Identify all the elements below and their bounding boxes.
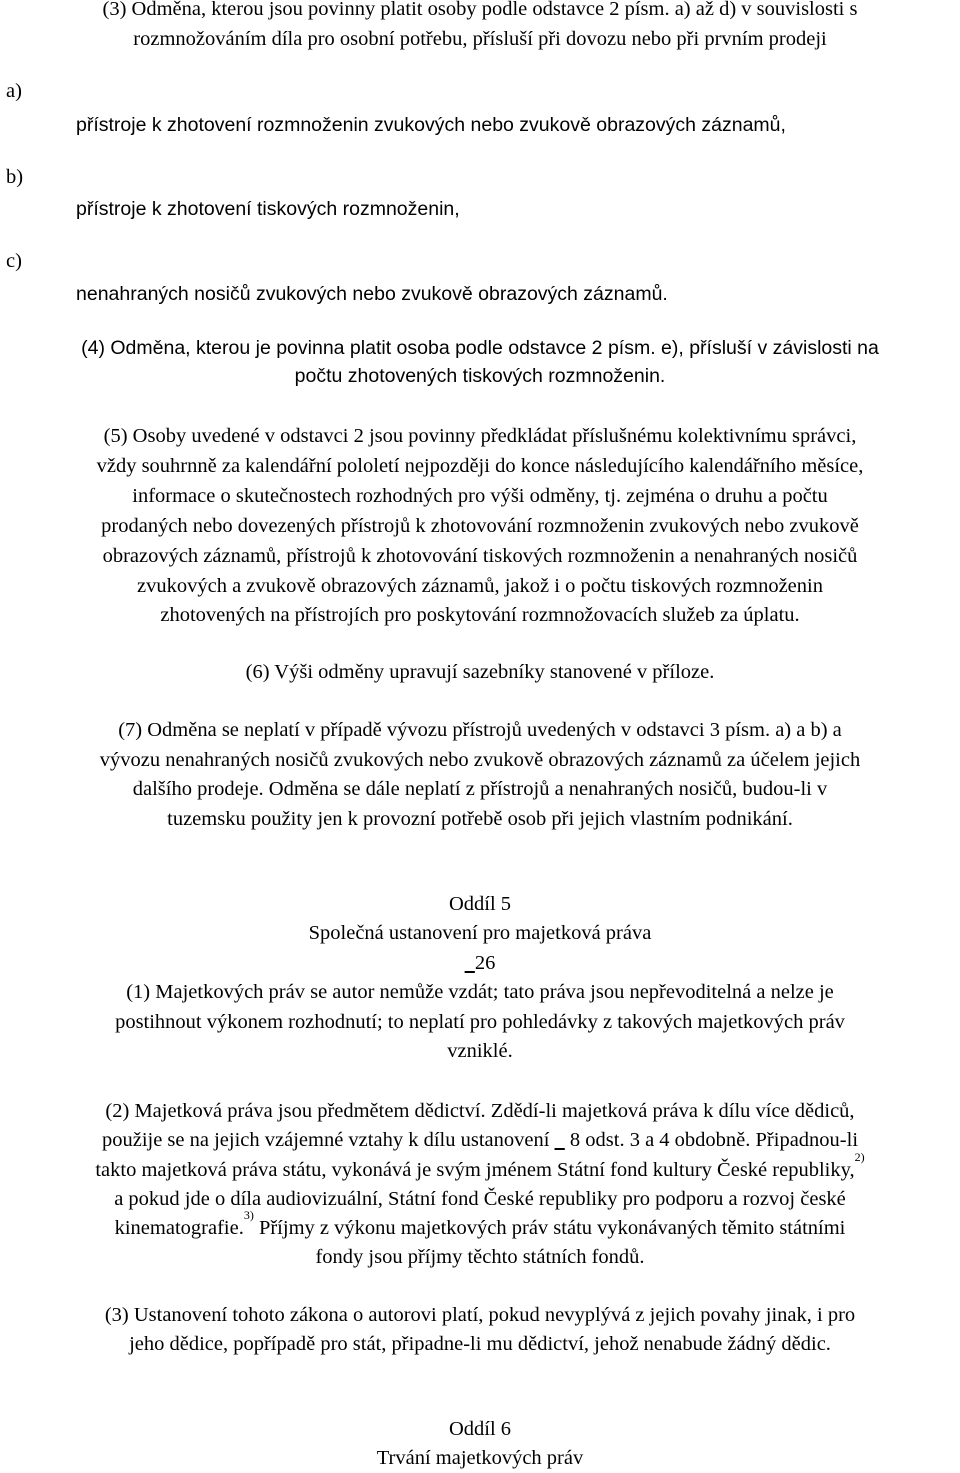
- p5-line-4: prodaných nebo dovezených přístrojů k zhotovování rozmnoženin zvukových nebo zvukově: [101, 515, 859, 537]
- p5-line-1: (5) Osoby uvedené v odstavci 2 jsou povinny předkládat příslušnému kolektivnímu správci,: [103, 425, 857, 447]
- section-5-heading: Oddíl 5: [448, 893, 512, 915]
- s26-p2-line-5-text-a: kinematografie.: [114, 1217, 244, 1239]
- section-5-title: Společná ustanovení pro majetková práva: [308, 922, 652, 944]
- s26-p1-line-2: postihnout výkonem rozhodnutí; to neplatí pro pohledávky z takových majetkových práv: [115, 1011, 845, 1033]
- p5-line-2: vždy souhrnně za kalendářní pololetí nejpozději do konce následujícího kalendářního měsíce,: [96, 455, 864, 477]
- list-label-b: b): [6, 166, 24, 188]
- p4-line-1: (4) Odměna, kterou je povinna platit osoba podle odstavce 2 písm. e), přísluší v závislosti na: [81, 337, 879, 359]
- s26-p2-line-1: (2) Majetková práva jsou předmětem dědictví. Zdědí-li majetková práva k dílu více dědiců,: [105, 1100, 855, 1122]
- section-6-heading: Oddíl 6: [448, 1418, 512, 1440]
- p6-line: (6) Výši odměny upravují sazebníky stanovené v příloze.: [245, 661, 715, 683]
- list-item-a: přístroje k zhotovení rozmnoženin zvukových nebo zvukově obrazových záznamů,: [76, 114, 786, 136]
- s26-p2-line-5: [0, 1208, 960, 1243]
- p7-line-4: tuzemsku použity jen k provozní potřebě osob při jejich vlastním podnikání.: [167, 808, 793, 830]
- p5-line-3: informace o skutečnostech rozhodných pro výši odměny, tj. zejména o druhu a počtu: [132, 485, 828, 507]
- s26-p2-line-2-text: použije se na jejich vzájemné vztahy k dílu ustanovení: [101, 1129, 550, 1151]
- p5-line-5: obrazových záznamů, přístrojů k zhotovování tiskových rozmnoženin a nenahraných nosičů: [102, 545, 858, 567]
- p4-line-2: počtu zhotovených tiskových rozmnoženin.: [294, 365, 666, 387]
- s26-p1-line-1: (1) Majetkových práv se autor nemůže vzdát; tato práva jsou nepřevoditelná a nelze je: [126, 981, 834, 1003]
- p5-line-7: zhotovených na přístrojích pro poskytování rozmnožovacích služeb za úplatu.: [160, 604, 800, 626]
- s26-p2-line-6: fondy jsou příjmy těchto státních fondů.: [315, 1246, 645, 1268]
- s26-p2-line-5-text-b: Příjmy z výkonu majetkových práv státu vykonávaných těmito státními: [258, 1217, 846, 1239]
- s26-p2-line-3-text: takto majetková práva státu, vykonává je svým jménem Státní fond kultury České republiky,: [95, 1159, 855, 1181]
- section-6-title: Trvání majetkových práv: [376, 1447, 584, 1469]
- s26-p3-line-1: (3) Ustanovení tohoto zákona o autorovi platí, pokud nevyplývá z jejich povahy jinak, i pro: [104, 1304, 856, 1326]
- paragraph-sign: [555, 1129, 565, 1151]
- section-26-number: 26: [474, 952, 496, 974]
- section-26-heading: [0, 948, 960, 978]
- p3-intro-line-1: (3) Odměna, kterou jsou povinny platit osoby podle odstavce 2 písm. a) až d) v souvislosti s: [102, 0, 858, 20]
- list-item-b: přístroje k zhotovení tiskových rozmnoženin,: [76, 198, 460, 220]
- p3-intro-line-2: rozmnožováním díla pro osobní potřebu, přísluší při dovozu nebo při prvním prodeji: [133, 28, 827, 50]
- footnote-ref-2: 2): [854, 1150, 865, 1164]
- paragraph-sign: [465, 952, 475, 974]
- list-label-a: a): [6, 80, 22, 102]
- p7-line-1: (7) Odměna se neplatí v případě vývozu přístrojů uvedených v odstavci 3 písm. a) a b) a: [118, 719, 842, 741]
- list-item-c: nenahraných nosičů zvukových nebo zvukově obrazových záznamů.: [76, 283, 668, 305]
- s26-p2-line-2-ref: 8 odst. 3 a 4 obdobně. Připadnou-li: [569, 1129, 859, 1151]
- p7-line-3: dalšího prodeje. Odměna se dále neplatí z přístrojů a nenahraných nosičů, budou-li v: [132, 778, 828, 800]
- p7-line-2: vývozu nenahraných nosičů zvukových nebo zvukově obrazových záznamů za účelem jejich: [99, 749, 861, 771]
- s26-p2-line-4: a pokud jde o díla audiovizuální, Státní fond České republiky pro podporu a rozvoj české: [114, 1188, 846, 1210]
- footnote-ref-3: 3): [243, 1208, 254, 1222]
- s26-p2-line-3: [0, 1150, 960, 1185]
- s26-p1-line-3: vzniklé.: [447, 1040, 513, 1062]
- list-label-c: c): [6, 250, 22, 272]
- s26-p3-line-2: jeho dědice, popřípadě pro stát, připadne-li mu dědictví, jehož nenabude žádný dědic.: [129, 1333, 831, 1355]
- s26-p2-line-2: [0, 1125, 960, 1155]
- p5-line-6: zvukových a zvukově obrazových záznamů, jakož i o počtu tiskových rozmnoženin: [137, 575, 823, 597]
